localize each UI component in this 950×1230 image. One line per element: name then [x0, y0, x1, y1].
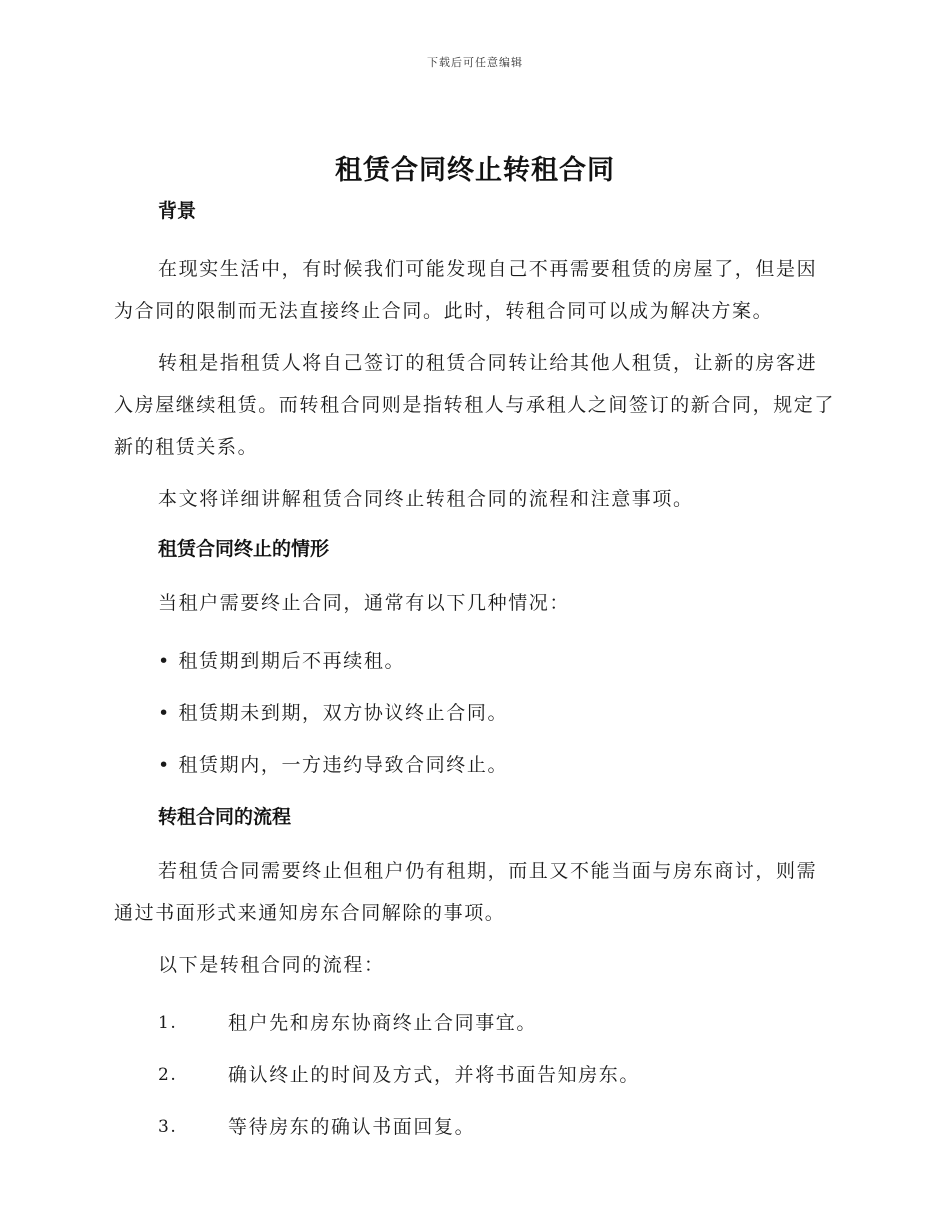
numbered-step — [114, 1060, 836, 1090]
step-text: 确认终止的时间及方式，并将书面告知房东。 — [228, 1064, 641, 1086]
numbered-step — [114, 1008, 836, 1038]
section-heading-process: 转租合同的流程 — [158, 806, 292, 828]
step-number: 2. — [158, 1065, 178, 1085]
step-text: 租户先和房东协商终止合同事宜。 — [228, 1012, 538, 1034]
step-number: 1. — [158, 1013, 178, 1033]
document-body — [114, 196, 836, 1142]
paragraph: 以下是转租合同的流程： — [158, 954, 385, 976]
step-number: 3. — [158, 1117, 178, 1137]
paragraph: 若租赁合同需要终止但租户仍有租期，而且又不能当面与房东商讨，则需通过书面形式来通知房东合同解除的事项。 — [114, 860, 818, 924]
bullet-item: • 租赁期到期后不再续租。 — [158, 650, 406, 672]
header-note: 下载后可任意编辑 — [427, 56, 523, 69]
paragraph: 在现实生活中，有时候我们可能发现自己不再需要租赁的房屋了，但是因为合同的限制而无法直接终止合同。此时，转租合同可以成为解决方案。 — [114, 258, 818, 322]
document-title: 租赁合同终止转租合同 — [335, 155, 615, 186]
step-text: 等待房东的确认书面回复。 — [228, 1116, 476, 1138]
bullet-item: • 租赁期内，一方违约导致合同终止。 — [158, 754, 509, 776]
numbered-step — [114, 1112, 836, 1142]
section-heading-background: 背景 — [158, 200, 197, 222]
paragraph: 当租户需要终止合同，通常有以下几种情况： — [158, 592, 571, 614]
paragraph: 转租是指租赁人将自己签订的租赁合同转让给其他人租赁，让新的房客进入房屋继续租赁。而转租合同则是指转租人与承租人之间签订的新合同，规定了新的租赁关系。 — [114, 352, 836, 458]
paragraph: 本文将详细讲解租赁合同终止转租合同的流程和注意事项。 — [158, 488, 694, 510]
bullet-item: • 租赁期未到期，双方协议终止合同。 — [158, 702, 509, 724]
section-heading-termination: 租赁合同终止的情形 — [158, 538, 330, 560]
